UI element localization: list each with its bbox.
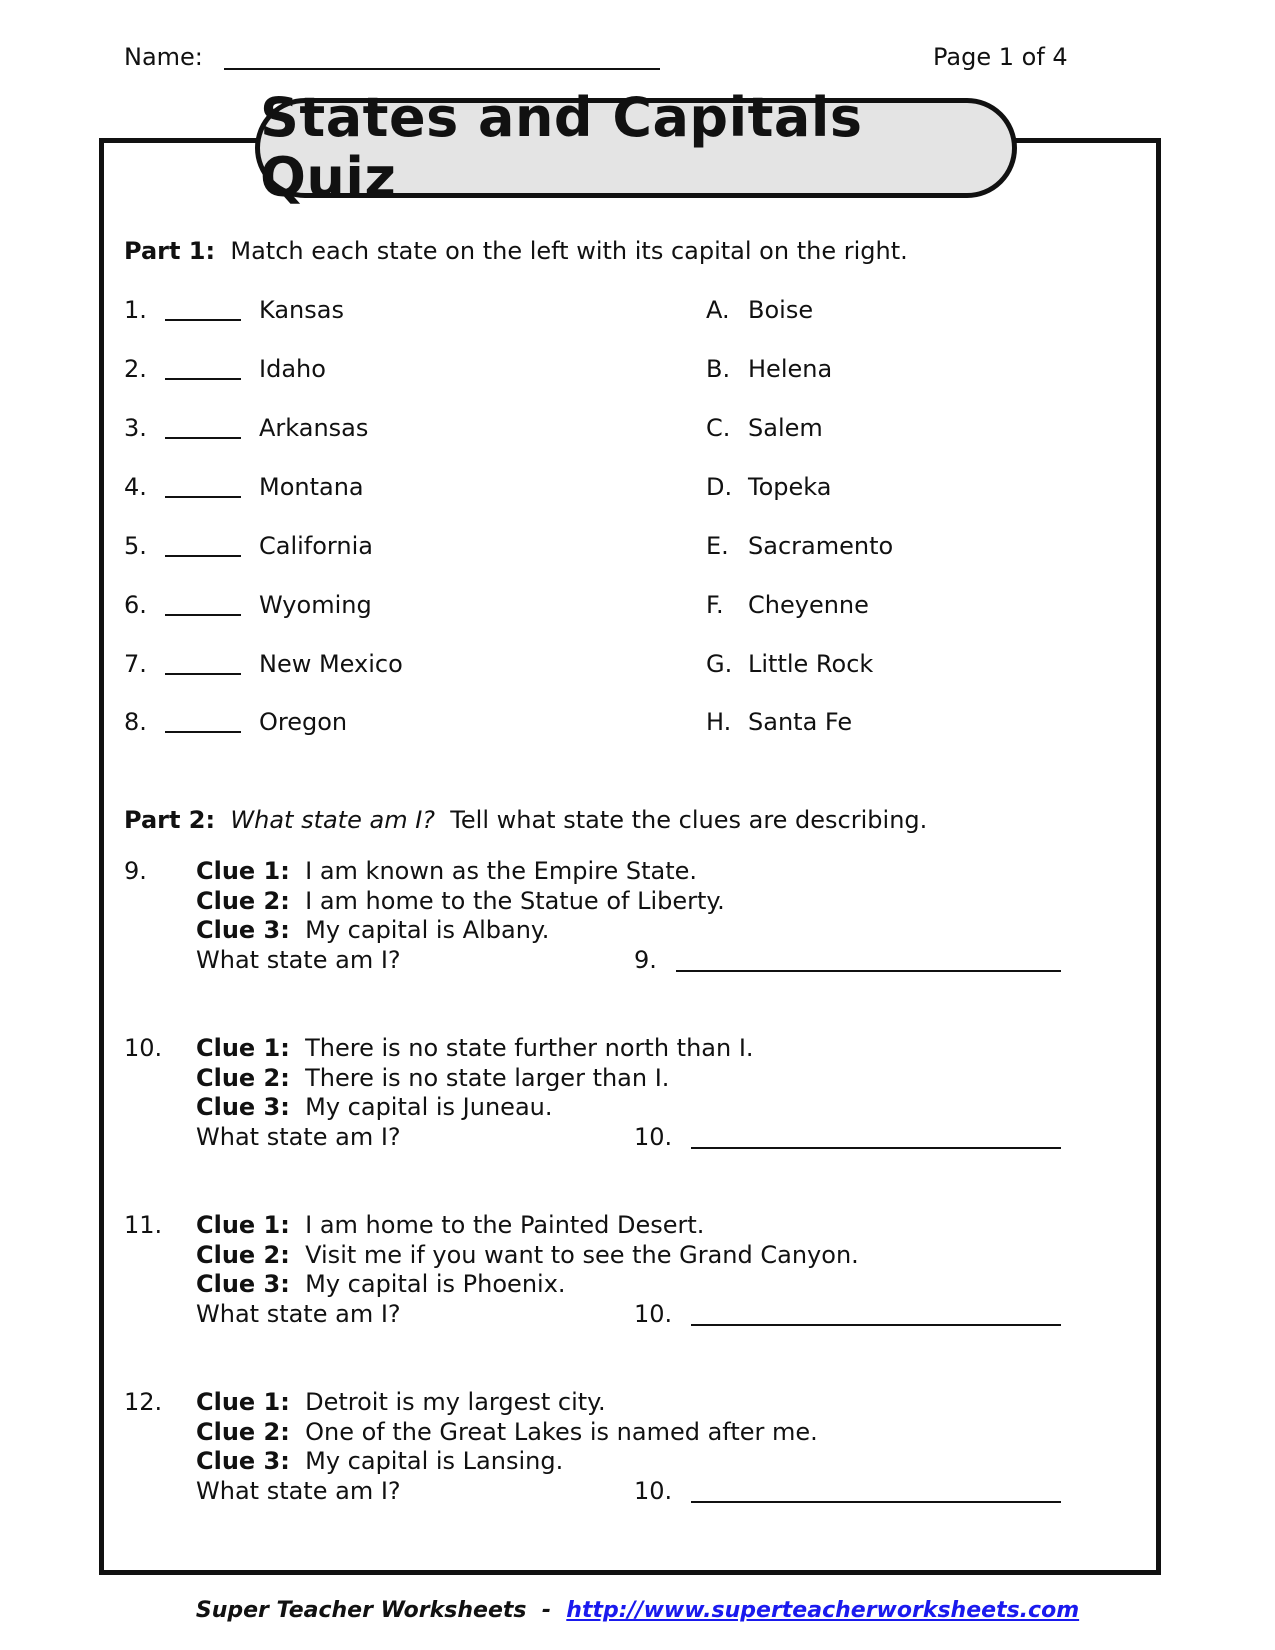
capital-letter: D. [706,473,733,501]
part2-instructions: Tell what state the clues are describing. [450,806,928,834]
state-number: 6. [124,591,147,619]
clue-label: Clue 1: [196,1211,290,1239]
answer-prompt: What state am I? [196,1122,401,1151]
question-number: 11. [124,1211,163,1239]
answer-blank[interactable] [691,1147,1061,1149]
state-name: Arkansas [259,414,369,442]
name-label: Name: [124,43,203,71]
answer-number: 9. [634,945,657,974]
clue-line [196,915,549,945]
clue-label: Clue 2: [196,886,290,915]
state-name: California [259,532,373,560]
clue-text: I am known as the Empire State. [305,857,697,885]
state-name: Idaho [259,355,326,383]
clue-line [196,1033,754,1063]
answer-blank[interactable] [691,1324,1061,1326]
state-number: 2. [124,355,147,383]
clue-text: I am home to the Painted Desert. [305,1211,705,1239]
clue-text: Detroit is my largest city. [305,1388,606,1416]
question-number: 12. [124,1388,163,1416]
capital-name: Santa Fe [748,708,853,736]
clue-text: There is no state larger than I. [305,1063,670,1092]
state-answer-blank[interactable] [165,437,241,439]
clue-line [196,1417,818,1447]
state-number: 5. [124,532,147,560]
clue-label: Clue 3: [196,1093,290,1121]
answer-blank[interactable] [691,1501,1061,1503]
answer-prompt: What state am I? [196,945,401,974]
clue-label: Clue 1: [196,1034,290,1062]
page-indicator: Page 1 of 4 [933,43,1068,71]
state-answer-blank[interactable] [165,319,241,321]
state-name: New Mexico [259,650,403,678]
footer-link[interactable]: http://www.superteacherworksheets.com [566,1598,1080,1623]
capital-letter: F. [706,591,724,619]
part1-label: Part 1: [124,237,216,265]
state-number: 8. [124,708,147,736]
state-name: Montana [259,473,364,501]
clue-label: Clue 2: [196,1063,290,1092]
state-answer-blank[interactable] [165,496,241,498]
footer-brand: Super Teacher Worksheets [195,1598,527,1623]
state-name: Wyoming [259,591,372,619]
clue-label: Clue 2: [196,1417,290,1446]
state-answer-blank[interactable] [165,555,241,557]
capital-letter: C. [706,414,731,442]
part2-label: Part 2: [124,806,216,834]
state-number: 1. [124,296,147,324]
capital-name: Topeka [748,473,832,501]
clue-label: Clue 1: [196,1388,290,1416]
answer-prompt: What state am I? [196,1299,401,1328]
question-number: 10. [124,1034,163,1062]
capital-letter: A. [706,296,730,324]
capital-name: Cheyenne [748,591,869,619]
capital-name: Boise [748,296,814,324]
answer-prompt: What state am I? [196,1476,401,1505]
answer-number: 10. [634,1299,673,1328]
clue-label: Clue 3: [196,916,290,944]
part1-heading [124,236,908,266]
state-number: 4. [124,473,147,501]
state-number: 7. [124,650,147,678]
capital-name: Helena [748,355,833,383]
name-answer-line[interactable] [224,68,660,70]
clue-line [196,1210,704,1240]
part2-question: What state am I? [230,806,436,834]
clue-line [196,1269,566,1299]
clue-text: One of the Great Lakes is named after me. [305,1417,818,1446]
clue-label: Clue 3: [196,1270,290,1298]
clue-line [196,886,725,916]
clue-label: Clue 3: [196,1447,290,1475]
clue-label: Clue 2: [196,1240,290,1269]
capital-letter: B. [706,355,731,383]
clue-label: Clue 1: [196,857,290,885]
state-answer-blank[interactable] [165,614,241,616]
answer-number: 10. [634,1476,673,1505]
capital-name: Salem [748,414,823,442]
title-banner [255,86,1017,209]
capital-letter: H. [706,708,732,736]
clue-line [196,1387,606,1417]
clue-line [196,856,697,886]
clue-line [196,1240,859,1270]
clue-line [196,1092,553,1122]
part1-instructions: Match each state on the left with its capital on the right. [230,237,908,265]
part2-heading [124,805,927,835]
state-answer-blank[interactable] [165,378,241,380]
capital-name: Sacramento [748,532,894,560]
state-answer-blank[interactable] [165,673,241,675]
state-name: Kansas [259,296,344,324]
state-name: Oregon [259,708,348,736]
clue-text: My capital is Juneau. [305,1093,553,1121]
page-title: States and Capitals Quiz [260,86,863,209]
footer-separator: - [541,1598,551,1623]
clue-line [196,1446,563,1476]
capital-letter: E. [706,532,729,560]
clue-line [196,1063,669,1093]
clue-text: My capital is Lansing. [305,1447,564,1475]
clue-text: My capital is Phoenix. [305,1270,566,1298]
state-answer-blank[interactable] [165,731,241,733]
capital-letter: G. [706,650,733,678]
clue-text: There is no state further north than I. [305,1034,754,1062]
question-number: 9. [124,857,147,885]
clue-text: Visit me if you want to see the Grand Canyon. [305,1240,859,1269]
footer [0,1596,1275,1626]
state-number: 3. [124,414,147,442]
capital-name: Little Rock [748,650,874,678]
clue-text: My capital is Albany. [305,916,550,944]
clue-text: I am home to the Statue of Liberty. [305,886,725,915]
answer-blank[interactable] [676,970,1061,972]
answer-number: 10. [634,1122,673,1151]
